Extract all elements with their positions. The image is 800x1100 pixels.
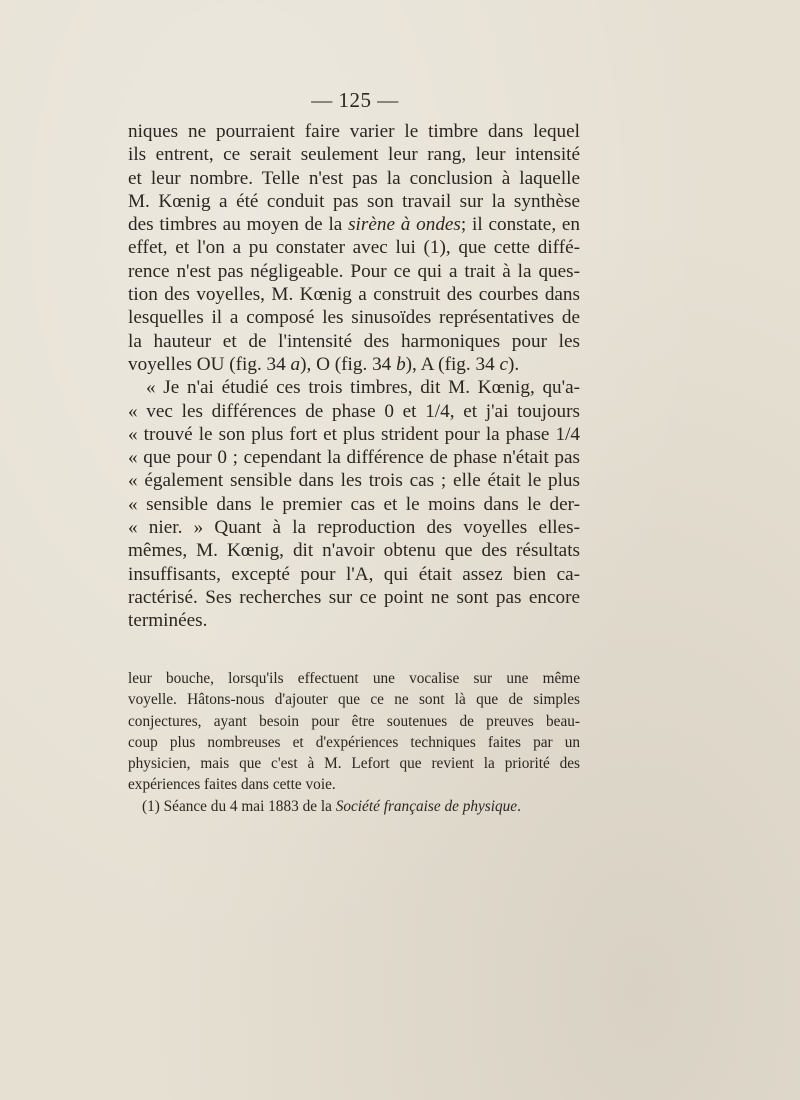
footnote-line: physicien, mais que c'est à M. Lefort que revient la priorité des (128, 755, 580, 773)
footnote-line: leur bouche, lorsqu'ils effectuent une vocalise sur une même (128, 670, 580, 687)
body-line: voyelles OU (fig. 34 a), O (fig. 34 b), A (fig. 34 c). (128, 353, 520, 375)
footnote-line: conjectures, ayant besoin pour être soutenues de preuves beau- (128, 712, 580, 730)
body-line: « Je n'ai étudié ces trois timbres, dit M. Kœnig, qu'a- (146, 377, 580, 399)
footnote-line: expériences faites dans cette voie. (128, 776, 336, 794)
body-line: terminées. (128, 610, 208, 632)
body-line: M. Kœnig a été conduit pas son travail sur la synthèse (128, 190, 580, 212)
body-text (128, 120, 580, 633)
footnote-reference: (1) Séance du 4 mai 1883 de la Société française de physique. (142, 797, 521, 815)
page-number: — 125 — (311, 88, 399, 112)
body-line: « également sensible dans les trois cas ; elle était le plus (128, 470, 580, 492)
body-line: « vec les différences de phase 0 et 1/4, et j'ai toujours (128, 400, 580, 422)
body-line: niques ne pourraient faire varier le timbre dans lequel (128, 121, 580, 142)
body-line: lesquelles il a composé les sinusoïdes représentatives de (128, 307, 580, 329)
body-line: insuffisants, excepté pour l'A, qui était assez bien ca- (128, 563, 580, 585)
body-line: rence n'est pas négligeable. Pour ce qui a trait à la ques- (128, 260, 580, 282)
body-line: « que pour 0 ; cependant la différence de phase n'était pas (128, 447, 580, 469)
body-line: tion des voyelles, M. Kœnig a construit des courbes dans (128, 284, 580, 306)
body-line: ils entrent, ce serait seulement leur rang, leur intensité (128, 144, 580, 166)
footnote-line: voyelle. Hâtons-nous d'ajouter que ce ne sont là que de simples (128, 691, 580, 709)
body-line: mêmes, M. Kœnig, dit n'avoir obtenu que des résultats (128, 540, 580, 562)
body-line: « sensible dans le premier cas et le moins dans le der- (128, 493, 580, 515)
body-line: et leur nombre. Telle n'est pas la conclusion à laquelle (128, 167, 580, 189)
body-line: des timbres au moyen de la sirène à ondes; il constate, en (128, 214, 581, 236)
body-line: effet, et l'on a pu constater avec lui (1), que cette diffé- (128, 237, 580, 259)
footnote-text (128, 668, 580, 817)
body-line: « nier. » Quant à la reproduction des voyelles elles- (128, 517, 580, 539)
body-line: la hauteur et de l'intensité des harmoniques pour les (128, 330, 580, 352)
body-line: « trouvé le son plus fort et plus strident pour la phase 1/4 (128, 423, 580, 445)
footnote-line: coup plus nombreuses et d'expériences techniques faites par un (128, 733, 580, 751)
body-line: ractérisé. Ses recherches sur ce point ne sont pas encore (128, 586, 580, 608)
